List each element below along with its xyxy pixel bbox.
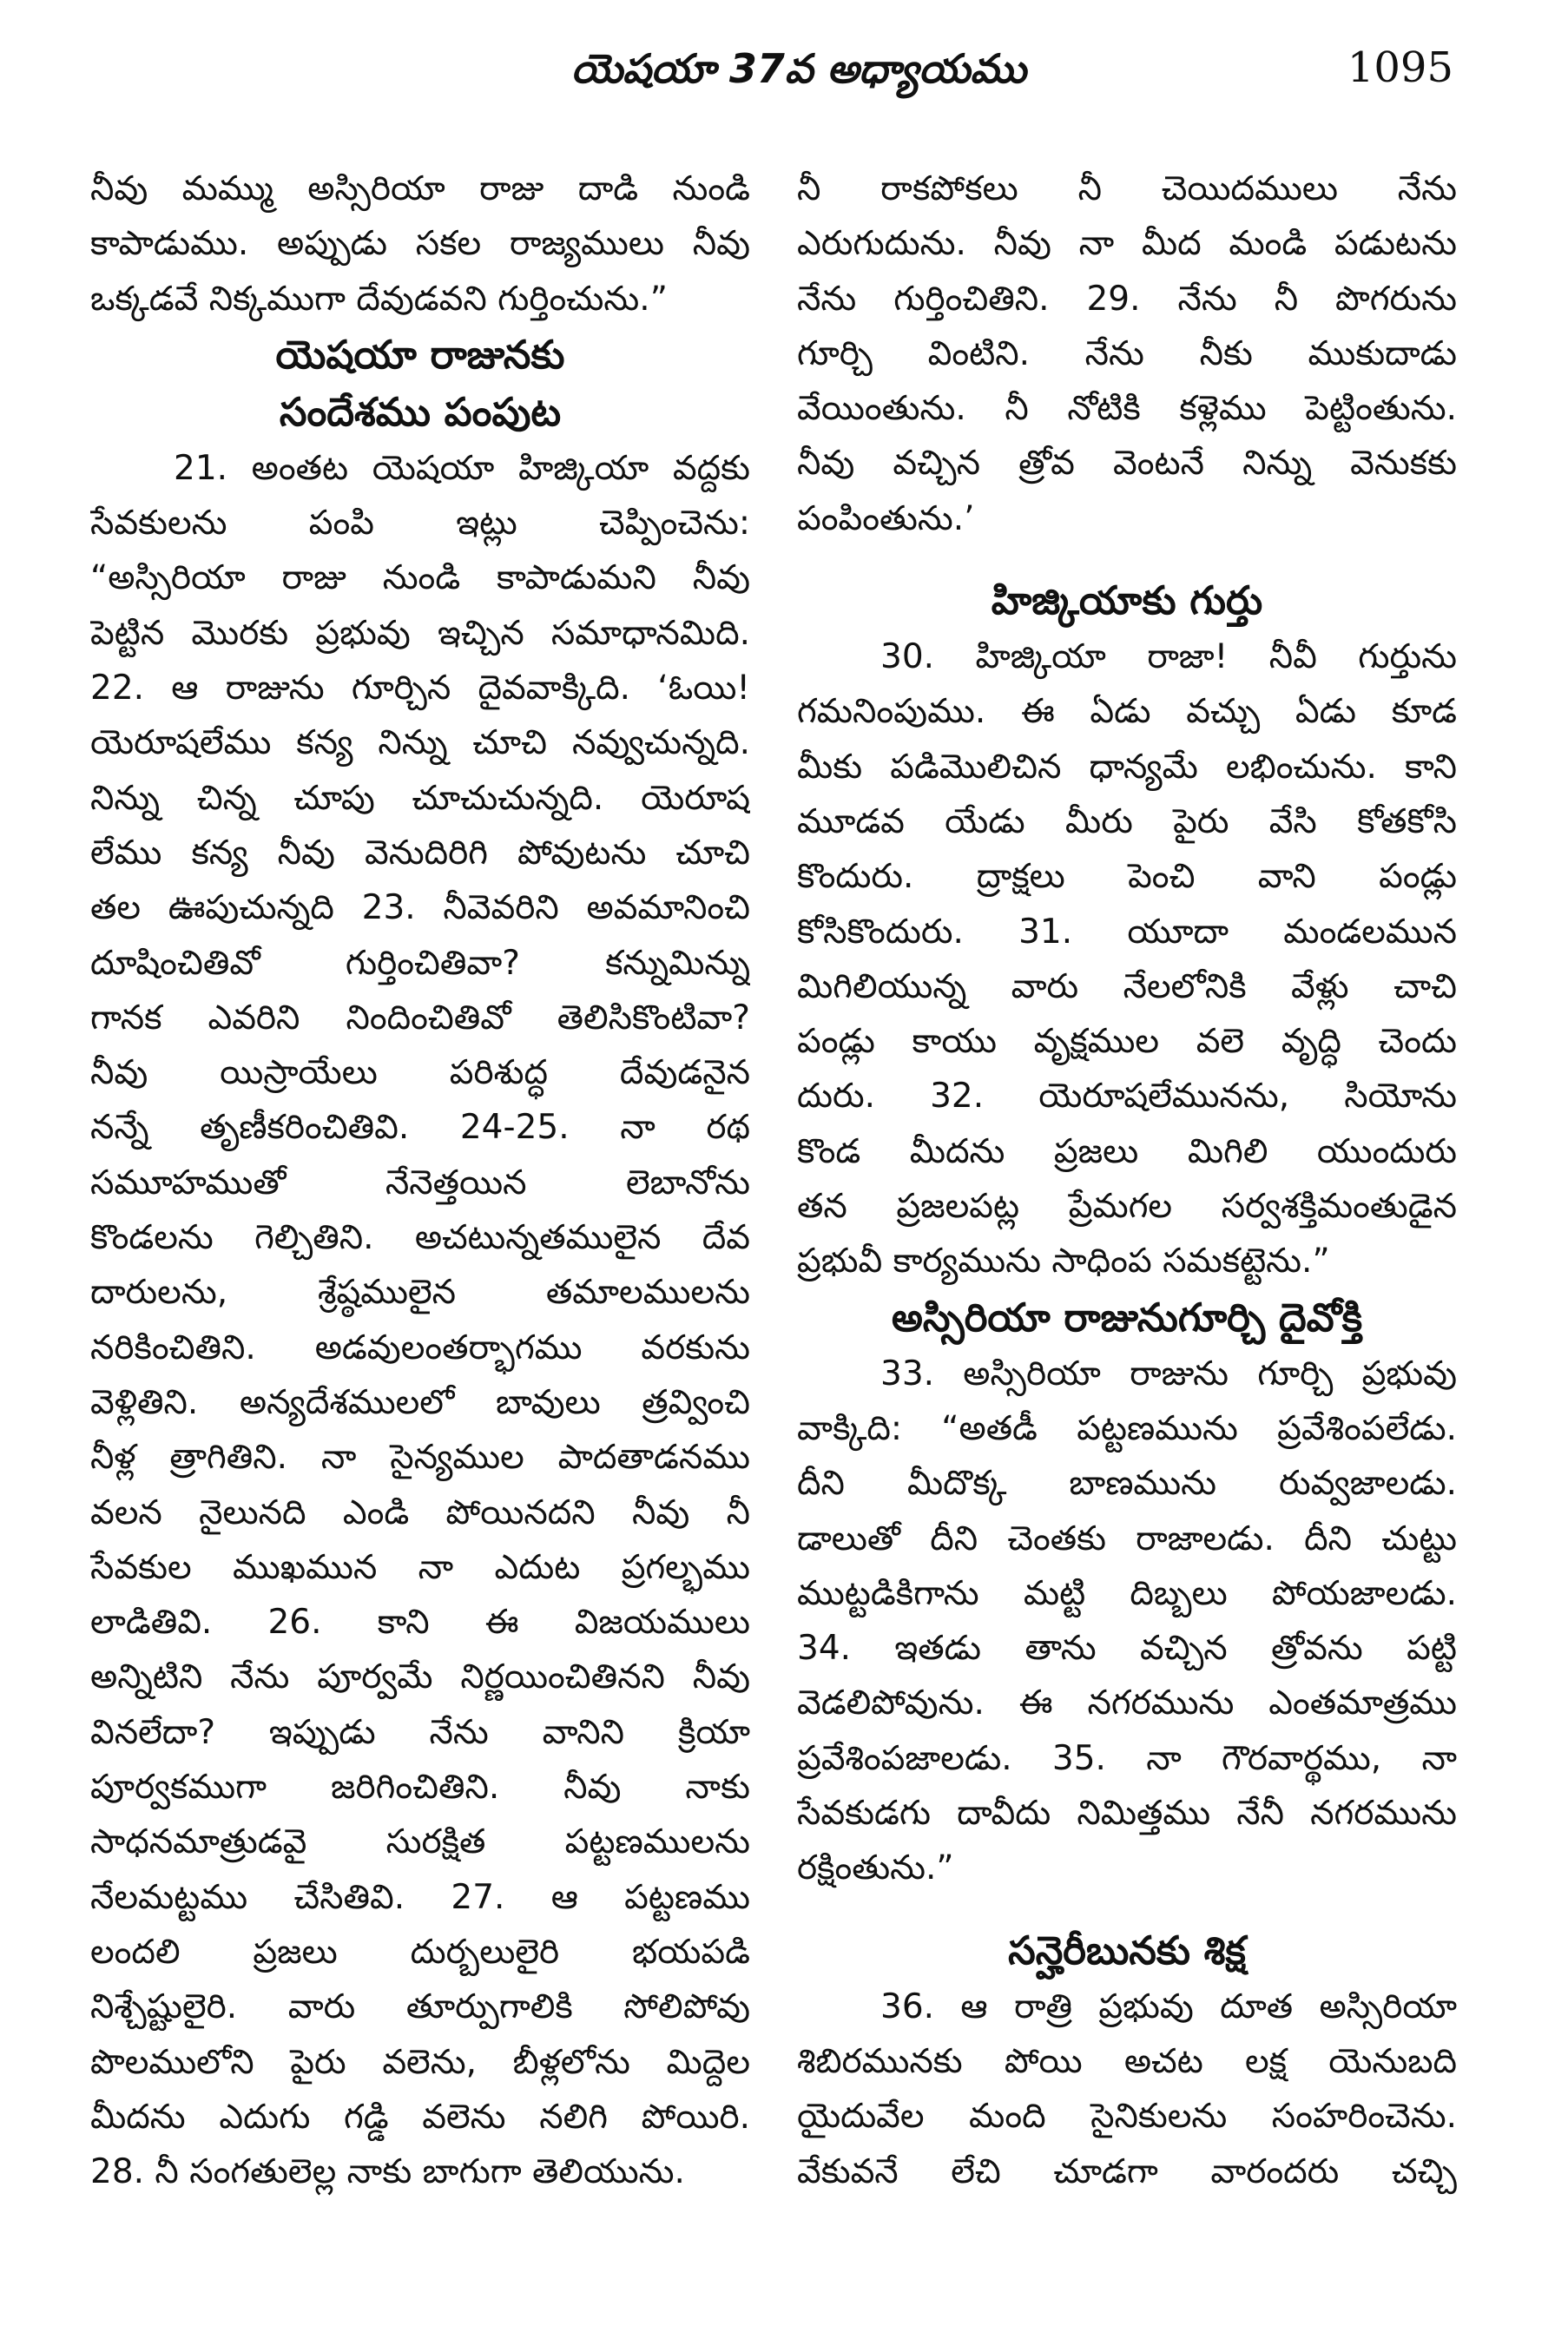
text-line: 21. అంతట యెషయా హిజ్కియా వద్దకు <box>174 448 750 488</box>
section-heading-oracle-about-assyria: అస్సిరియా రాజునుగూర్చి దైవోక్తి <box>891 1294 1363 1341</box>
text-line: వాక్కిది: “అతడీ పట్టణమును ప్రవేశింపలేడు. <box>797 1408 1457 1448</box>
text-line: ప్రభువీ కార్యమును సాధింప సమకట్టెను.” <box>797 1242 1330 1281</box>
text-line: సేవకుల ముఖమున నా ఎదుట ప్రగల్భము <box>90 1547 750 1587</box>
text-line: సమూహముతో నేనెత్తయిన లెబానోను <box>90 1163 750 1202</box>
text-line: నేలమట్టము చేసితివి. 27. ఆ పట్టణము <box>90 1877 750 1917</box>
text-line: నీళ్ల త్రాగితిని. నా సైన్యముల పాదతాడనము <box>90 1438 750 1478</box>
text-line: దీని మీదొక్క బాణమును రువ్వజాలడు. <box>797 1464 1457 1504</box>
section-heading-isaiah-message-2: సందేశము పంపుట <box>279 388 562 435</box>
text-line: డాలుతో దీని చెంతకు రాజాలడు. దీని చుట్టు <box>797 1519 1457 1558</box>
text-line: దూషించితివో గుర్తించితివా? కన్నుమిన్ను <box>90 943 750 983</box>
text-line: సేవకులను పంపి ఇట్లు చెప్పించెను: <box>90 504 750 544</box>
text-line: యైదువేల మంది సైనికులను సంహరించెను. <box>797 2097 1457 2137</box>
text-line: వెళ్లితిని. అన్యదేశములలో బావులు త్రవ్వించి <box>90 1382 750 1422</box>
text-line: 30. హిజ్కియా రాజా! నీవీ గుర్తును <box>880 637 1457 677</box>
text-line: నిన్ను చిన్న చూపు చూచుచున్నది. యెరూష <box>90 778 750 818</box>
text-line: నీవు వచ్చిన త్రోవ వెంటనే నిన్ను వెనుకకు <box>797 444 1457 484</box>
page-number: 1095 <box>1347 43 1453 92</box>
section-heading-punishment-of-sennacherib: సన్హెరీబునకు శిక్ష <box>1008 1927 1246 1973</box>
text-line: నిశ్చేష్టులైరి. వారు తూర్పుగాలికి సోలిపోవు <box>90 1987 750 2027</box>
text-line: తల ఊపుచున్నది 23. నీవెవరిని అవమానించి <box>90 888 750 928</box>
text-line: మూడవ యేడు మీరు పైరు వేసి కోతకోసి <box>797 801 1457 841</box>
left-passage-b <box>90 441 750 2200</box>
text-line: కాపాడుము. అప్పుడు సకల రాజ్యములు నీవు <box>90 224 750 264</box>
text-line: వేకువనే లేచి చూడగా వారందరు చచ్చి <box>797 2151 1457 2191</box>
right-passage-a <box>797 161 1457 546</box>
text-line: పొలములోని పైరు వలెను, బీళ్లలోను మిద్దెల <box>90 2042 750 2082</box>
right-passage-b <box>797 629 1457 1289</box>
text-line: వినలేదా? ఇప్పుడు నేను వానిని క్రియా <box>90 1712 750 1752</box>
text-line: నరికించితిని. అడవులంతర్భాగము వరకును <box>90 1328 750 1367</box>
text-line: పండ్లు కాయు వృక్షముల వలె వృద్ధి చెందు <box>797 1022 1457 1062</box>
section-heading-isaiah-message-1: యెషయా రాజునకు <box>275 331 565 378</box>
text-line: దారులను, శ్రేష్ఠములైన తమాలములను <box>90 1273 750 1313</box>
text-line: వేయింతును. నీ నోటికి కళ్లెము పెట్టింతును. <box>797 389 1457 429</box>
text-line: గమనింపుము. ఈ ఏడు వచ్చు ఏడు కూడ <box>797 692 1457 732</box>
text-line: పెట్టిన మొరకు ప్రభువు ఇచ్చిన సమాధానమిది. <box>90 613 750 653</box>
text-line: తన ప్రజలపట్ల ప్రేమగల సర్వశక్తిమంతుడైన <box>797 1187 1457 1227</box>
text-line: యెరూషలేము కన్య నిన్ను చూచి నవ్వుచున్నది. <box>90 723 750 763</box>
text-line: మీదను ఎదుగు గడ్డి వలెను నలిగి పోయిరి. <box>90 2097 750 2137</box>
text-line: లాడితివి. 26. కాని ఈ విజయములు <box>90 1603 750 1643</box>
text-line: లందలి ప్రజలు దుర్బలులైరి భయపడి <box>90 1932 750 1972</box>
text-line: సాధనమాత్రుడవై సురక్షిత పట్టణములను <box>90 1822 750 1862</box>
text-line: మీకు పడిమొలిచిన ధాన్యమే లభించును. కాని <box>797 747 1457 787</box>
text-line: లేము కన్య నీవు వెనుదిరిగి పోవుటను చూచి <box>90 833 750 873</box>
section-heading-sign-to-hezekiah: హిజ్కియాకు గుర్తు <box>991 577 1263 624</box>
left-column <box>90 161 750 2199</box>
text-line: నీ రాకపోకలు నీ చెయిదములు నేను <box>797 169 1457 208</box>
text-line: ముట్టడికిగాను మట్టి దిబ్బలు పోయజాలడు. <box>797 1573 1457 1613</box>
text-line: రక్షింతును.” <box>797 1848 954 1888</box>
text-line: పూర్వకముగా జరిగించితిని. నీవు నాకు <box>90 1768 750 1808</box>
text-line: 33. అస్సిరియా రాజును గూర్చి ప్రభువు <box>880 1354 1457 1393</box>
text-line: పంపింతును.’ <box>797 498 975 538</box>
text-line: నన్నే తృణీకరించితివి. 24-25. నా రథ <box>90 1108 750 1148</box>
text-line: అన్నిటిని నేను పూర్వమే నిర్ణయించితినని నీవు <box>90 1657 750 1697</box>
text-line: కొండ మీదను ప్రజలు మిగిలి యుందురు <box>797 1131 1457 1171</box>
text-line: దురు. 32. యెరూషలేమునను, సియోను <box>797 1077 1457 1117</box>
right-passage-d <box>797 1980 1457 2199</box>
text-line: 22. ఆ రాజును గూర్చిన దైవవాక్కిది. ‘ఓయి! <box>90 669 750 708</box>
text-line: ఎరుగుదును. నీవు నా మీద మండి పడుటను <box>797 224 1457 264</box>
text-line: వెడలిపోవును. ఈ నగరమును ఎంతమాత్రము <box>797 1683 1457 1723</box>
text-line: గూర్చి వింటిని. నేను నీకు ముకుదాడు <box>797 333 1457 373</box>
text-line: సేవకుడగు దావీదు నిమిత్తము నేనీ నగరమును <box>797 1794 1457 1834</box>
running-head: యెషయా 37వ అధ్యాయము <box>570 45 1027 92</box>
text-line: కొందురు. ద్రాక్షలు పెంచి వాని పండ్లు <box>797 857 1457 897</box>
right-column <box>797 161 1457 2199</box>
text-line: కోసికొందురు. 31. యూదా మండలమున <box>797 912 1457 952</box>
text-line: గానక ఎవరిని నిందించితివో తెలిసికొంటివా? <box>90 998 750 1038</box>
text-line: “అస్సిరియా రాజు నుండి కాపాడుమని నీవు <box>90 558 750 598</box>
text-line: మిగిలియున్న వారు నేలలోనికి వేళ్లు చాచి <box>797 966 1457 1006</box>
text-line: 36. ఆ రాత్రి ప్రభువు దూత అస్సిరియా <box>880 1986 1457 2026</box>
text-line: వలన నైలునది ఎండి పోయినదని నీవు నీ <box>90 1492 750 1532</box>
text-line: నీవు యిస్రాయేలు పరిశుద్ధ దేవుడనైన <box>90 1053 750 1093</box>
text-line: 34. ఇతడు తాను వచ్చిన త్రోవను పట్టి <box>797 1629 1457 1669</box>
text-line: 28. నీ సంగతులెల్ల నాకు బాగుగా తెలియును. <box>90 2152 685 2192</box>
right-passage-c <box>797 1347 1457 1896</box>
left-passage-a <box>90 161 750 326</box>
text-line: ఒక్కడవే నిక్కముగా దేవుడవని గుర్తించును.” <box>90 279 668 319</box>
text-line: శిబిరమునకు పోయి అచట లక్ష యెనుబది <box>797 2041 1457 2081</box>
text-line: కొండలను గెల్చితిని. అచటున్నతములైన దేవ <box>90 1218 750 1258</box>
text-line: ప్రవేశింపజాలడు. 35. నా గౌరవార్థము, నా <box>797 1738 1457 1778</box>
text-line: నీవు మమ్ము అస్సిరియా రాజు దాడి నుండి <box>90 169 750 208</box>
text-line: నేను గుర్తించితిని. 29. నేను నీ పొగరును <box>797 279 1457 319</box>
